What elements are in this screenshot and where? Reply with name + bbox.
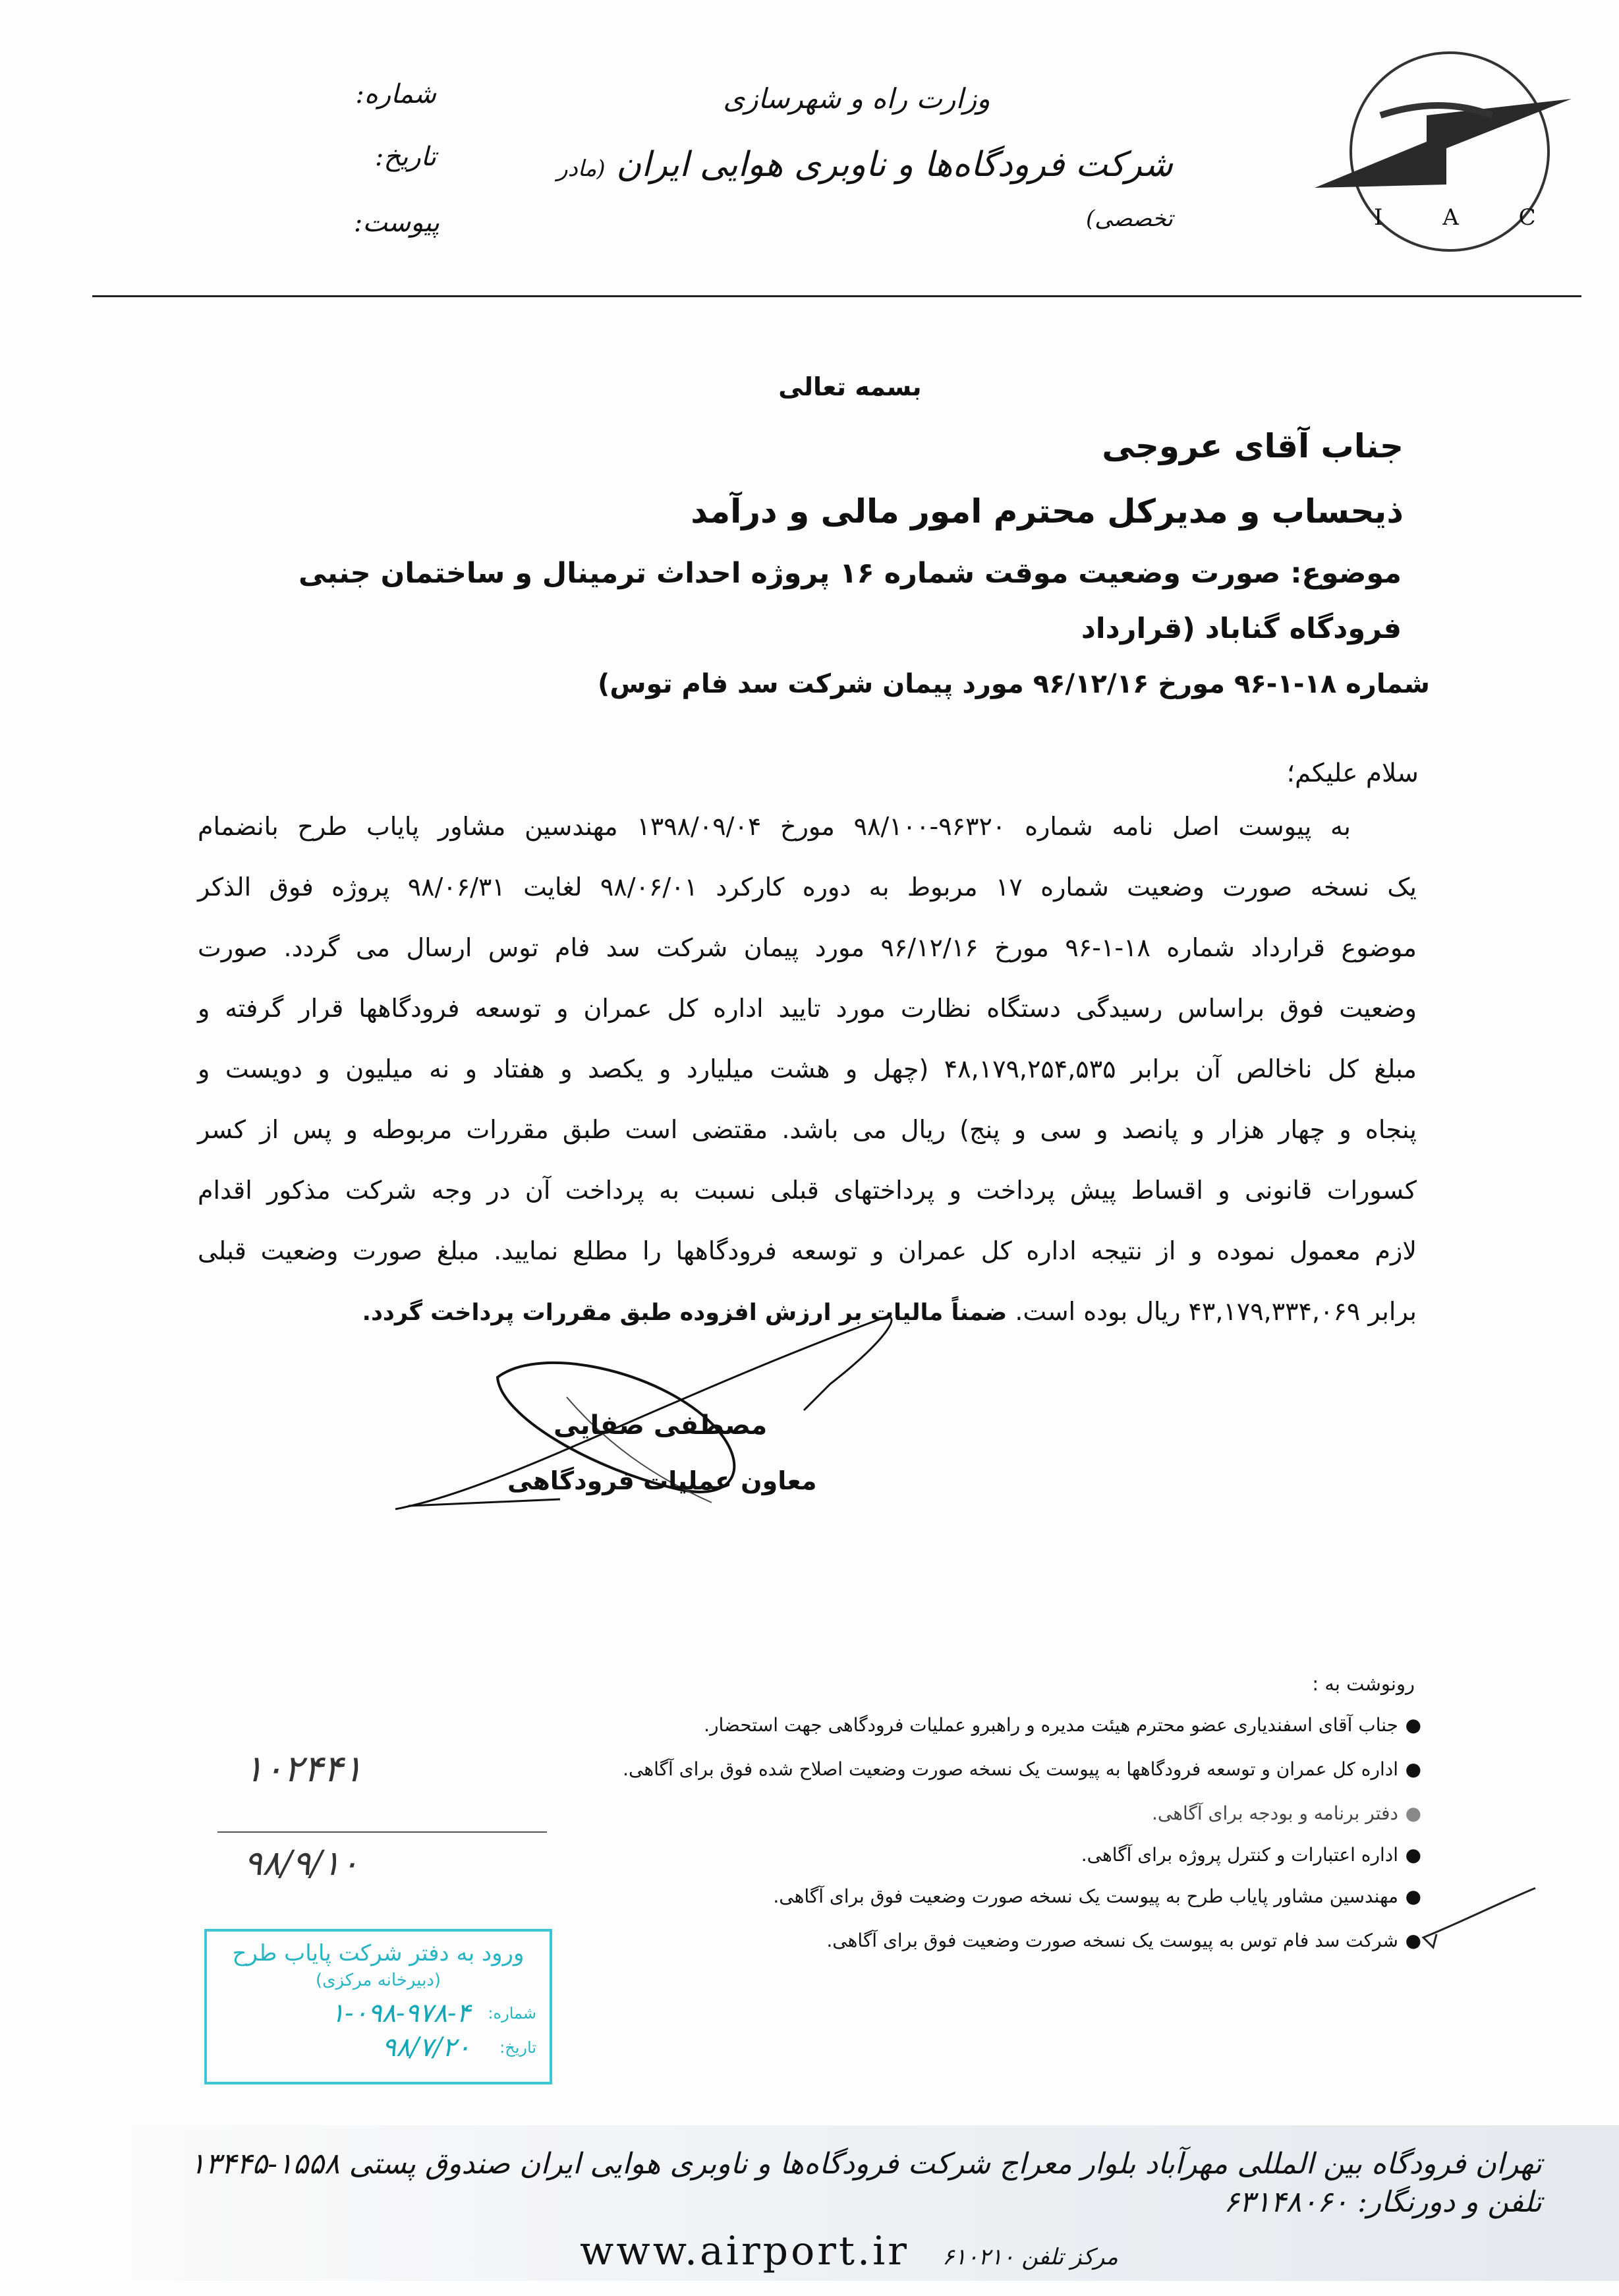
letter-content [198, 359, 1430, 1333]
handwritten-date: ۹۸/۹/۱۰ [244, 1844, 359, 1883]
company-note: (مادر تخصصی) [557, 156, 1173, 232]
signatory-name: مصطفی صفایی [554, 1410, 768, 1441]
previous-amount-text: برابر ۴۳,۱۷۹,۳۳۴,۰۶۹ ریال بوده است. [1015, 1297, 1417, 1326]
bullet-icon: ● [1405, 1844, 1421, 1866]
company-name-text: شرکت فرودگاه‌ها و ناوبری هوایی ایران [616, 145, 1173, 185]
letter-body [198, 807, 1417, 1333]
check-mark-icon [1417, 1885, 1548, 1951]
handwritten-reference-number: ۱۰۲۴۴۱ [244, 1748, 363, 1791]
cc-item: اداره اعتبارات و کنترل پروژه برای آگاهی. [1081, 1844, 1398, 1866]
date-label: تاریخ: [374, 142, 436, 172]
body-line: به پیوست اصل نامه شماره ۹۶۳۲۰-۹۸/۱۰۰ مورخ ۱۳۹۸/۰۹/۰۴ مهندسین مشاور پایاب طرح بانضمام [198, 812, 1351, 841]
stamp-subtitle: (دبیرخانه مرکزی) [315, 1970, 441, 1990]
body-line: پنجاه و چهار هزار و پانصد و سی و پنج) ریال می باشد. مقتضی است طبق مقررات مربوطه و پس از کسر [198, 1115, 1417, 1144]
body-line: مبلغ کل ناخالص آن برابر ۴۸,۱۷۹,۲۵۴,۵۳۵ (چهل و هشت میلیارد و یکصد و هفتاد و نه میلیون و دویست و [198, 1054, 1417, 1083]
bullet-icon: ● [1405, 1714, 1421, 1736]
bullet-icon: ● [1405, 1802, 1421, 1824]
body-line: وضعیت فوق براساس رسیدگی دستگاه نظارت مورد تایید اداره کل عمران و توسعه فرودگاهها قرار گرفته و [198, 994, 1417, 1023]
handwritten-divider [217, 1831, 547, 1833]
cc-item: جناب آقای اسفندیاری عضو محترم هیئت مدیره و راهبرو عملیات فرودگاهی جهت استحضار. [704, 1714, 1398, 1736]
header-divider [92, 295, 1581, 297]
attachment-label: پیوست: [353, 208, 440, 238]
footer-website: www.airport.ir [580, 2228, 909, 2274]
addressee-title: ذیحساب و مدیرکل محترم امور مالی و درآمد [691, 492, 1404, 531]
logo-letters: I A C [1374, 204, 1562, 231]
stamp-number-label: شماره: [488, 2004, 536, 2023]
subject-line-1: موضوع: صورت وضعیت موقت شماره ۱۶ پروژه احداث ترمینال و ساختمان جنبی فرودگاه گناباد (قرارداد [298, 557, 1402, 645]
invocation: بسمه تعالی [778, 372, 922, 401]
cc-item: اداره کل عمران و توسعه فرودگاهها به پیوست یک نسخه صورت وضعیت اصلاح شده فوق برای آگاهی. [623, 1758, 1398, 1780]
body-line: لازم معمول نموده و از نتیجه اداره کل عمران و توسعه فرودگاهها را مطلع نمایید. مبلغ صورت وضعیت قبلی [198, 1236, 1417, 1265]
cc-item: دفتر برنامه و بودجه برای آگاهی. [1152, 1802, 1398, 1824]
body-line: موضوع قرارداد شماره ۱۸-۱-۹۶ مورخ ۹۶/۱۲/۱۶ مورد پیمان شرکت سد فام توس ارسال می گردد. صورت [198, 933, 1417, 962]
ministry-name: وزارت راه و شهرسازی [723, 82, 990, 115]
receipt-stamp [204, 1929, 552, 2084]
bullet-icon: ● [1405, 1930, 1421, 1951]
cc-item: شرکت سد فام توس به پیوست یک نسخه صورت وضعیت فوق برای آگاهی. [826, 1930, 1398, 1951]
signatory-title: معاون عملیات فرودگاهی [507, 1466, 817, 1495]
vat-note: ضمناً مالیات بر ارزش افزوده طبق مقررات پرداخت گردد. [362, 1300, 1008, 1326]
addressee-name: جناب آقای عروجی [1102, 427, 1404, 465]
number-label: شماره: [355, 79, 436, 109]
footer-phone-center: مرکز تلفن ۶۱۰۲۱۰ [942, 2244, 1118, 2270]
body-line: یک نسخه صورت وضعیت شماره ۱۷ مربوط به دوره کارکرد ۹۸/۰۶/۰۱ لغایت ۹۸/۰۶/۳۱ پروژه فوق الذکر [198, 873, 1417, 902]
footer-band [132, 2125, 1619, 2281]
body-line: کسورات قانونی و اقساط پیش پرداخت و پرداختهای قبلی نسبت به پرداخت آن در وجه شرکت مذکور اقدام [198, 1176, 1417, 1205]
footer-address: تهران فرودگاه بین المللی مهرآباد بلوار معراج شرکت فرودگاه‌ها و ناوبری هوایی ایران صندوق پستی ۱۵۵۸-۱۳۴۴۵ تلفن و دورنگار: ۶۳۱۴۸۰۶۰ [190, 2147, 1542, 2219]
cc-item: مهندسین مشاور پایاب طرح به پیوست یک نسخه صورت وضعیت فوق برای آگاهی. [773, 1885, 1398, 1907]
stamp-title: ورود به دفتر شرکت پایاب طرح [232, 1940, 525, 1966]
bullet-icon: ● [1405, 1885, 1421, 1907]
company-name [540, 142, 1173, 242]
cc-label: رونوشت به : [1312, 1673, 1415, 1695]
bullet-icon: ● [1405, 1758, 1421, 1780]
stamp-number-value: ۱-۰۹۸-۹۷۸-۴ [330, 1998, 470, 2028]
stamp-date-value: ۹۸/۷/۲۰ [382, 2032, 470, 2063]
company-logo [1295, 43, 1591, 260]
subject-line-2: شماره ۱۸-۱-۹۶ مورخ ۹۶/۱۲/۱۶ مورد پیمان شرکت سد فام توس) [598, 669, 1430, 699]
greeting: سلام علیکم؛ [1286, 759, 1419, 788]
stamp-date-label: تاریخ: [499, 2038, 536, 2057]
